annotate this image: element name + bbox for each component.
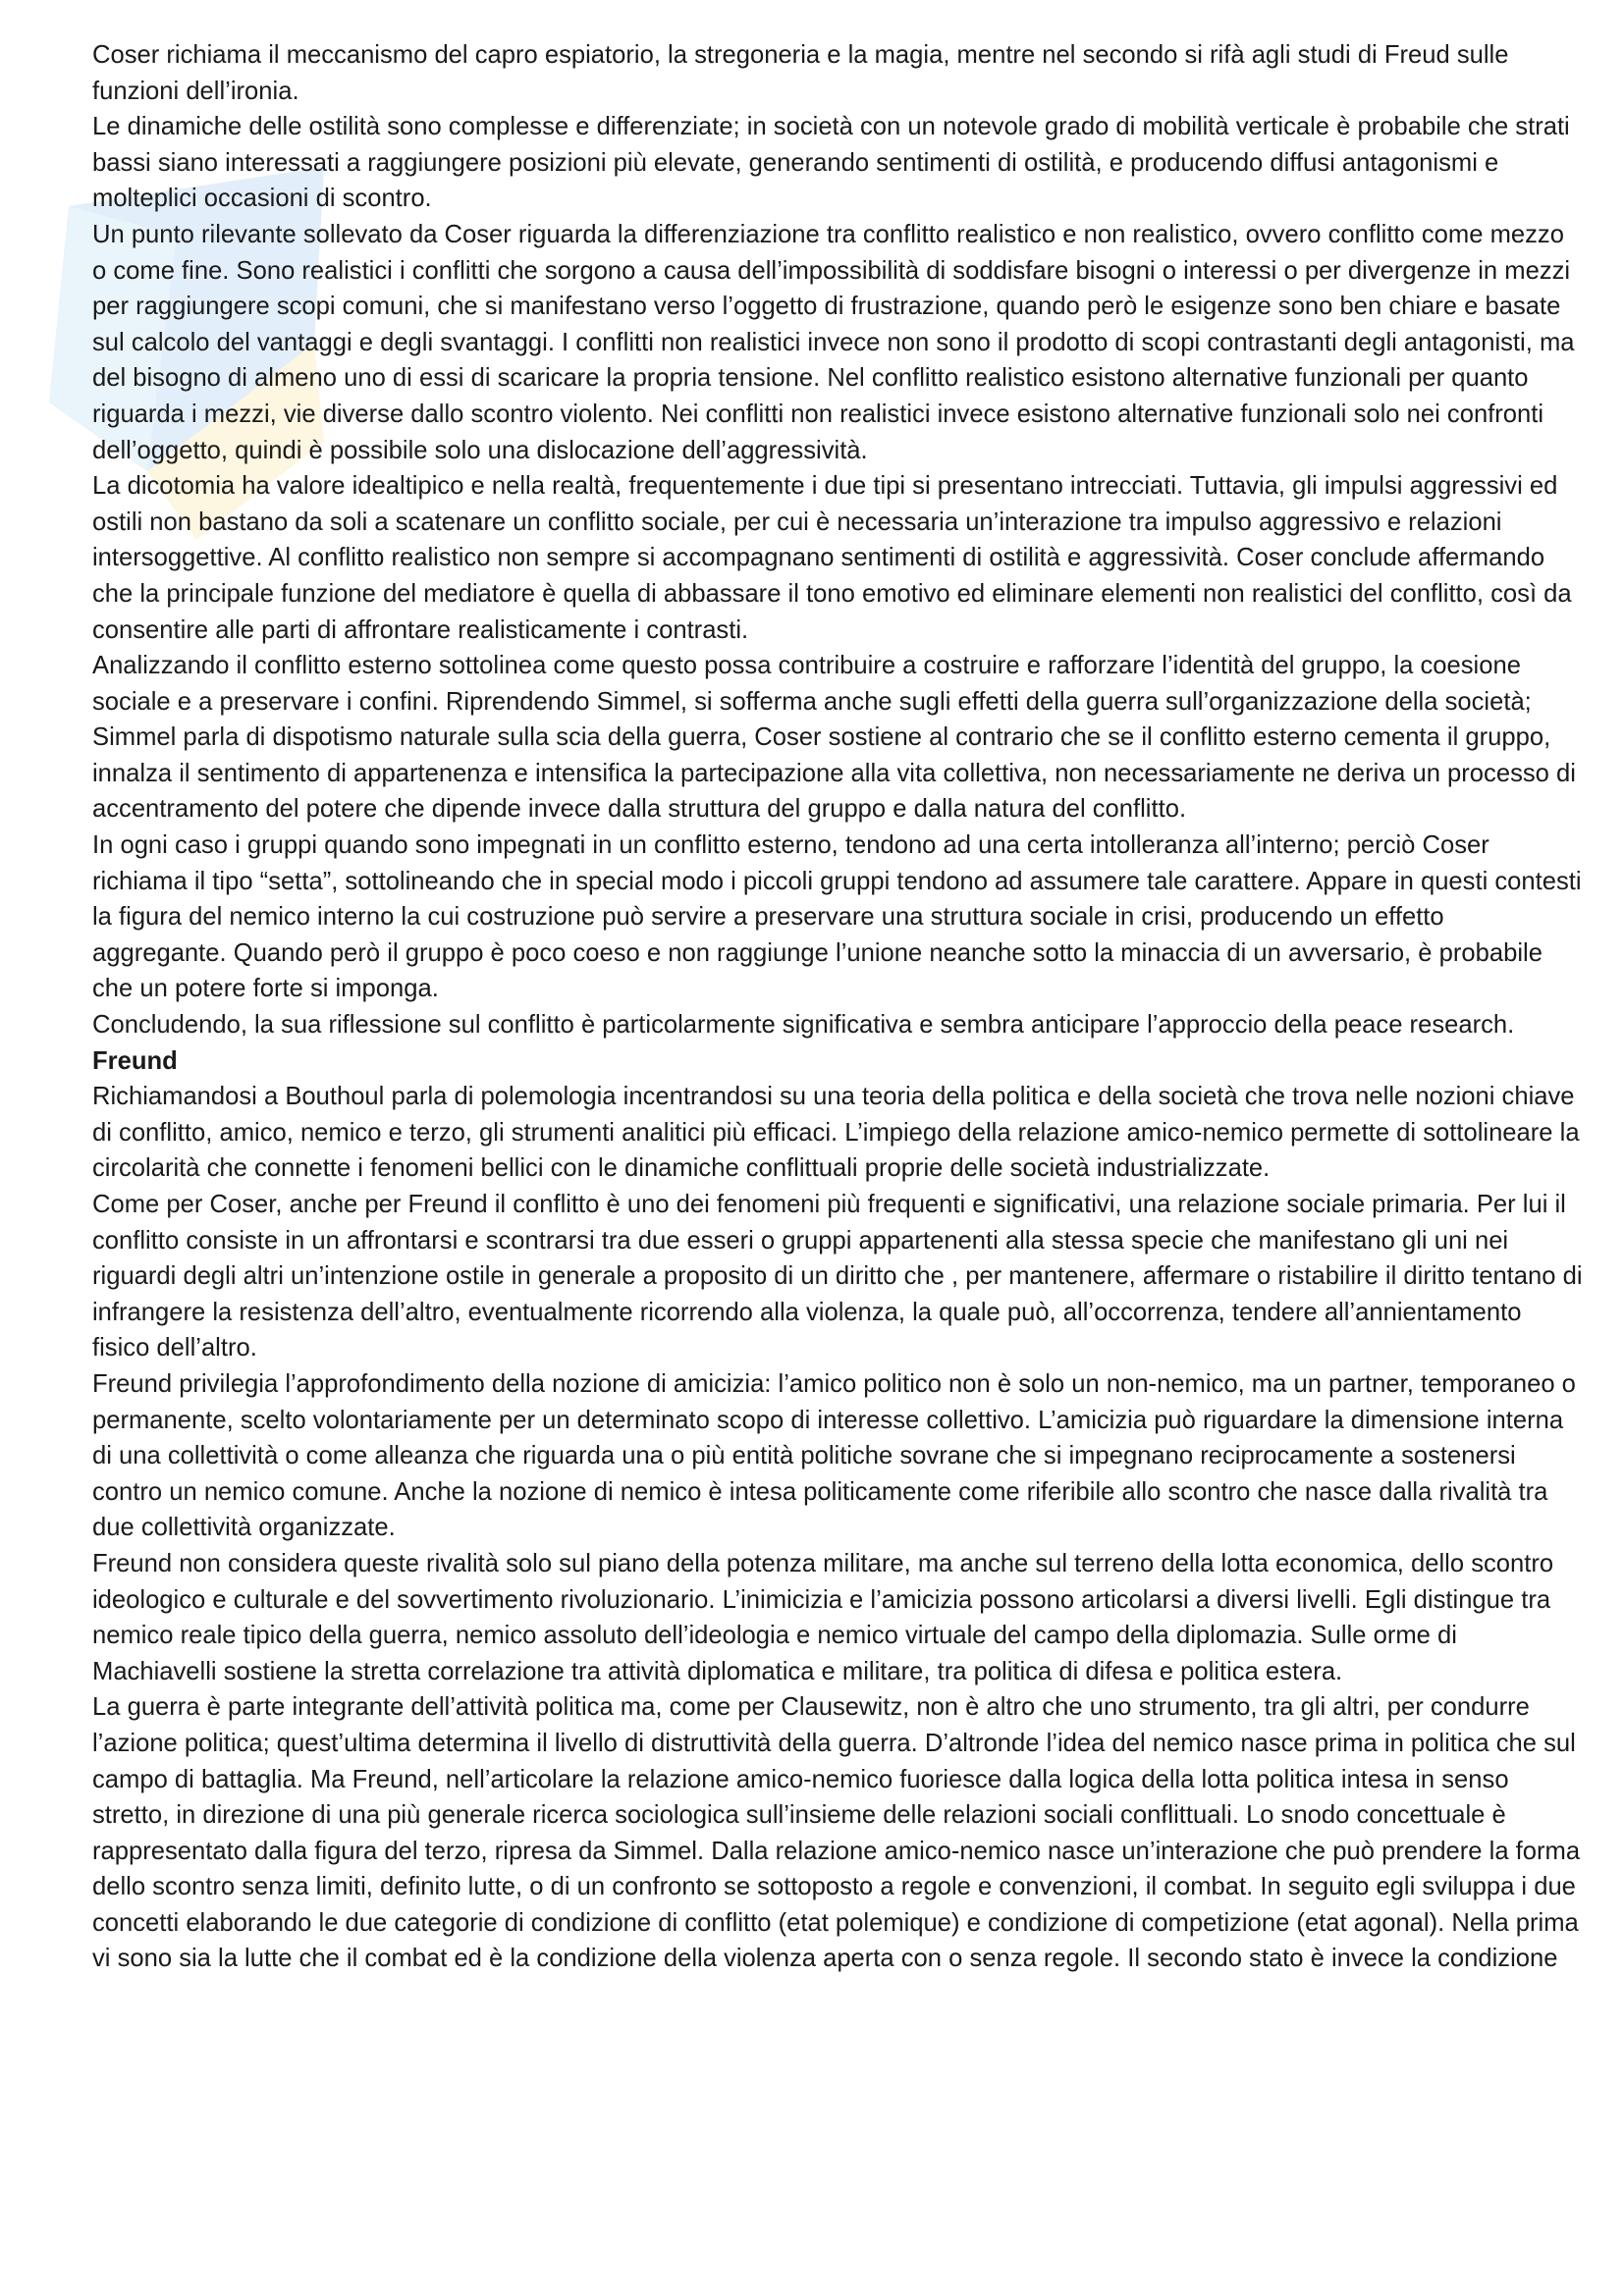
paragraph: Richiamandosi a Bouthoul parla di polemologia incentrandosi su una teoria della politica e della società che trova nelle nozioni chiave di conflitto, amico, nemico e terzo, gli strumenti analitici più efficaci. L’impiego della relazione amico-nemico permette di sottolineare la circolarità che connette i fenomeni bellici con le dinamiche conflittuali proprie delle società industrializzate. [92, 1083, 1580, 1183]
paragraph: Freund non considera queste rivalità solo sul piano della potenza militare, ma anche sul terreno della lotta economica, dello scontro ideologico e culturale e del sovvertimento rivoluzionario. L’inimicizia e l’amicizia possono articolarsi a diversi livelli. Egli distingue tra nemico reale tipico della guerra, nemico assoluto dell’ideologia e nemico virtuale del campo della diplomazia. Sulle orme di Machiavelli sostiene la stretta correlazione tra attività diplomatica e militare, tra politica di difesa e politica estera. [92, 1549, 1554, 1685]
paragraph: La guerra è parte integrante dell’attività politica ma, come per Clausewitz, non è altro che uno strumento, tra gli altri, per condurre l’azione politica; quest’ultima determina il livello di distruttività della guerra. D’altronde l’idea del nemico nasce prima in politica che sul campo di battaglia. Ma Freund, nell’articolare la relazione amico-nemico fuoriesce dalla logica della lotta politica intesa in senso stretto, in direzione di una più generale ricerca sociologica sull’insieme delle relazioni sociali conflittuali. Lo snodo concettuale è rappresentato dalla figura del terzo, ripresa da Simmel. Dalla relazione amico-nemico nasce un’interazione che può prendere la forma dello scontro senza limiti, definito lutte, o di un confronto se sottoposto a regole e convenzioni, il combat. In seguito egli sviluppa i due concetti elaborando le due categorie di condizione di conflitto (etat polemique) e condizione di competizione (etat agonal). Nella prima vi sono sia la lutte che il combat ed è la condizione della violenza aperta con o senza regole. Il secondo stato è invece la condizione [92, 1693, 1581, 1973]
paragraph: Come per Coser, anche per Freund il conflitto è uno dei fenomeni più frequenti e significativi, una relazione sociale primaria. Per lui il conflitto consiste in un affrontarsi e scontrarsi tra due esseri o gruppi appartenenti alla stessa specie che manifestano gli uni nei riguardi degli altri un’intenzione ostile in generale a proposito di un diritto che , per mantenere, affermare o ristabilire il diritto tentano di infrangere la resistenza dell’altro, eventualmente ricorrendo alla violenza, la quale può, all’occorrenza, tendere all’annientamento fisico dell’altro. [92, 1191, 1583, 1362]
paragraph: Concludendo, la sua riflessione sul conflitto è particolarmente significativa e sembra anticipare l’approccio della peace research. [92, 1011, 1515, 1040]
document-page [92, 37, 1585, 1977]
paragraph: Un punto rilevante sollevato da Coser riguarda la differenziazione tra conflitto realistico e non realistico, ovvero conflitto come mezzo o come fine. Sono realistici i conflitti che sorgono a causa dell’impossibilità di soddisfare bisogni o interessi o per divergenze in mezzi per raggiungere scopi comuni, che si manifestano verso l’oggetto di frustrazione, quando però le esigenze sono ben chiare e basate sul calcolo del vantaggi e degli svantaggi. I conflitti non realistici invece non sono il prodotto di scopi contrastanti degli antagonisti, ma del bisogno di almeno uno di essi di scaricare la propria tensione. Nel conflitto realistico esistono alternative funzionali per quanto riguarda i mezzi, vie diverse dallo scontro violento. Nei conflitti non realistici invece esistono alternative funzionali solo nei confronti dell’oggetto, quindi è possibile solo una dislocazione dell’aggressività. [92, 220, 1575, 464]
paragraph: In ogni caso i gruppi quando sono impegnati in un conflitto esterno, tendono ad una certa intolleranza all’interno; perciò Coser richiama il tipo “setta”, sottolineando che in special modo i piccoli gruppi tendono ad assumere tale carattere. Appare in questi contesti la figura del nemico interno la cui costruzione può servire a preservare una struttura sociale in crisi, producendo un effetto aggregante. Quando però il gruppo è poco coeso e non raggiunge l’unione neanche sotto la minaccia di un avversario, è probabile che un potere forte si imponga. [92, 831, 1582, 1003]
paragraph: La dicotomia ha valore idealtipico e nella realtà, frequentemente i due tipi si presentano intrecciati. Tuttavia, gli impulsi aggressivi ed ostili non bastano da soli a scatenare un conflitto sociale, per cui è necessaria un’interazione tra impulso aggressivo e relazioni intersoggettive. Al conflitto realistico non sempre si accompagnano sentimenti di ostilità e aggressività. Coser conclude affermando che la principale funzione del mediatore è quella di abbassare il tono emotivo ed eliminare elementi non realistici del conflitto, così da consentire alle parti di affrontare realisticamente i contrasti. [92, 472, 1572, 644]
paragraph: Analizzando il conflitto esterno sottolinea come questo possa contribuire a costruire e rafforzare l’identità del gruppo, la coesione sociale e a preservare i confini. Riprendendo Simmel, si sofferma anche sugli effetti della guerra sull’organizzazione della società; Simmel parla di dispotismo naturale sulla scia della guerra, Coser sostiene al contrario che se il conflitto esterno cementa il gruppo, innalza il sentimento di appartenenza e intensifica la partecipazione alla vita collettiva, non necessariamente ne deriva un processo di accentramento del potere che dipende invece dalla struttura del gruppo e dalla natura del conflitto. [92, 652, 1576, 824]
paragraph: Le dinamiche delle ostilità sono complesse e differenziate; in società con un notevole grado di mobilità verticale è probabile che strati bassi siano interessati a raggiungere posizioni più elevate, generando sentimenti di ostilità, e producendo diffusi antagonismi e molteplici occasioni di scontro. [92, 113, 1570, 213]
paragraph: Coser richiama il meccanismo del capro espiatorio, la stregoneria e la magia, mentre nel secondo si rifà agli studi di Freud sulle funzioni dell’ironia. [92, 41, 1509, 105]
section-heading: Freund [92, 1046, 178, 1075]
paragraph: Freund privilegia l’approfondimento della nozione di amicizia: l’amico politico non è solo un non-nemico, ma un partner, temporaneo o permanente, scelto volontariamente per un determinato scopo di interesse collettivo. L’amicizia può riguardare la dimensione interna di una collettività o come alleanza che riguarda una o più entità politiche sovrane che si impegnano reciprocamente a sostenersi contro un nemico comune. Anche la nozione di nemico è intesa politicamente come riferibile allo scontro che nasce dalla rivalità tra due collettività organizzate. [92, 1369, 1576, 1542]
